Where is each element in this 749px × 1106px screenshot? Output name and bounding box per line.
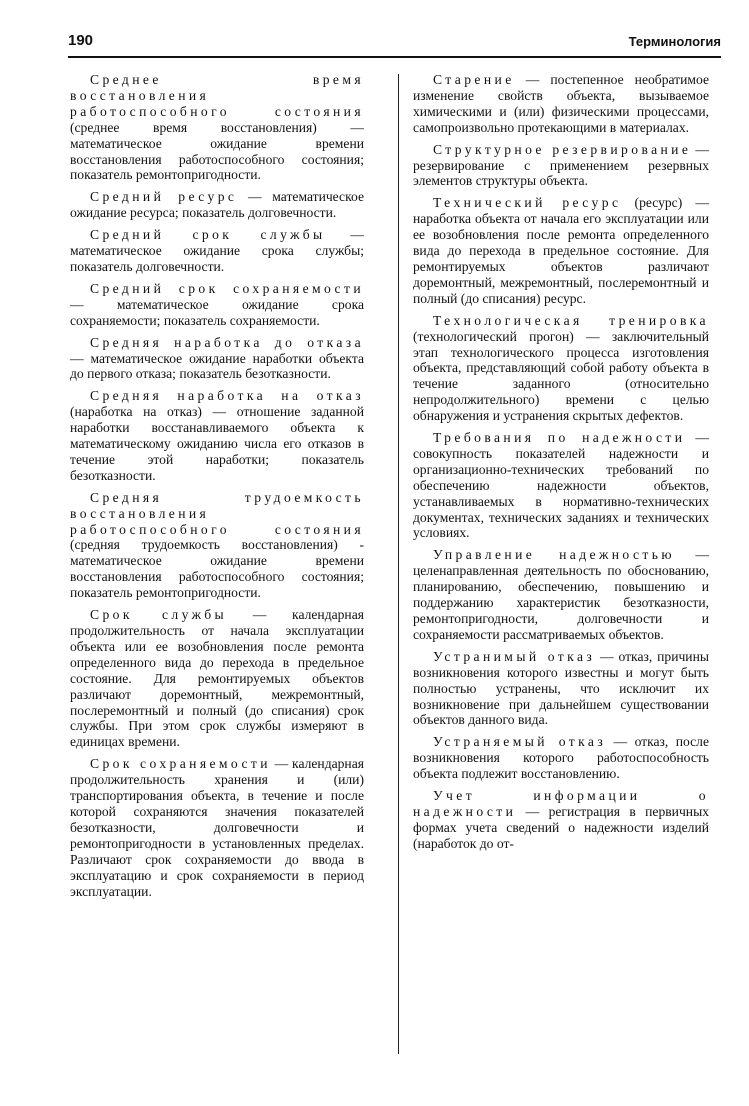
glossary-entry	[413, 547, 709, 642]
glossary-entry	[70, 335, 364, 383]
entry-definition: — отказ, причины возникновения которого известны и могут быть полностью устранены, что исключит их возникновение при дальнейшем существовании объектов данного вида.	[413, 648, 709, 728]
entry-term: Срок службы	[90, 607, 228, 623]
glossary-entry	[413, 195, 709, 306]
column-divider	[398, 74, 399, 1054]
page-number: 190	[68, 32, 94, 49]
entry-definition: — календарная продолжительность от начала эксплуатации объекта или ее возобновления после ремонта определенного вида до перехода в предельное состояние. Для ремонтируемых объектов различают доремонтный, межремонтный, послеремонтный и полный (до списания) срок службы. При этом срок службы измеряют в единицах времени.	[70, 607, 364, 750]
glossary-entry	[413, 313, 709, 424]
entry-definition: (наработка на отказ) — отношение заданной наработки восстанавливаемого объекта к математическому ожиданию числа его отказов в течение этой наработки; показатель безотказности.	[70, 404, 364, 483]
glossary-entry	[70, 72, 364, 183]
entry-definition: — математическое ожидание срока службы; показатель долговечности.	[70, 227, 364, 274]
glossary-entry	[70, 227, 364, 275]
section-title: Терминология	[628, 34, 721, 49]
glossary-entry	[70, 281, 364, 329]
glossary-entry	[413, 788, 709, 852]
glossary-entry	[413, 430, 709, 541]
entry-term: Учет информации о надежности	[413, 788, 709, 819]
entry-definition: — отказ, после возникновения которого работоспособность объекта подлежит восстановлению.	[413, 734, 710, 782]
entry-term: Старение	[433, 72, 515, 87]
entry-definition: — математическое ожидание ресурса; показатель долговечности.	[70, 189, 365, 221]
entry-definition: — резервирование с применением резервных элементов структуры объекта.	[413, 141, 709, 189]
glossary-entry	[413, 142, 709, 190]
entry-term: Структурное резервирование	[433, 141, 692, 157]
glossary-entry	[413, 72, 709, 136]
entry-definition: — регистрация в первичных формах учета сведений о надежности изделий (наработок до от-	[413, 803, 709, 851]
left-column	[70, 72, 364, 905]
entry-term: Срок сохраняемости	[90, 756, 271, 772]
entry-term: Средний срок службы	[90, 227, 326, 243]
entry-term: Средний срок сохраняемости	[90, 280, 364, 296]
entry-term: Средний ресурс	[90, 189, 238, 205]
entry-definition: — постепенное необратимое изменение свойств объекта, вызываемое химическими и (или) физическими процессами, самопроизвольно протекающими в материалах.	[413, 72, 709, 135]
entry-term: Технологическая тренировка	[433, 312, 709, 328]
entry-definition: (средняя трудоемкость восстановления) - математическое ожидание времени восстановления работоспособного состояния; показатель ремонтопригодности.	[70, 537, 364, 601]
entry-term: Требования по надежности	[433, 430, 686, 446]
glossary-entry	[70, 189, 364, 221]
glossary-entry	[413, 734, 709, 782]
entry-definition: (ресурс) — наработка объекта от начала его эксплуатации или ее возобновления после ремонта определенного вида до перехода в предельное состояние. Для ремонтируемых объектов различают доремонтный, межремонтный, послеремонтный и полный (до списания) ресурс.	[413, 195, 709, 306]
right-column	[413, 72, 709, 858]
glossary-entry	[70, 490, 364, 601]
entry-term: Управление надежностью	[433, 547, 675, 563]
entry-term: Средняя наработка до отказа	[90, 334, 364, 350]
entry-term: Технический ресурс	[433, 195, 622, 211]
entry-definition: — математическое ожидание наработки объекта до первого отказа; показатель безотказности.	[70, 350, 364, 382]
entry-term: Средняя наработка на отказ	[90, 388, 364, 404]
entry-definition: — совокупность показателей надежности и организационно-технических требований по обеспечению надежности объектов, устанавливаемых в нормативно-технических документах, технических заданиях и технических условиях.	[413, 430, 709, 541]
entry-term: Устраняемый отказ	[433, 734, 607, 750]
glossary-entry	[413, 649, 709, 729]
entry-term: Устранимый отказ	[433, 648, 596, 664]
glossary-entry	[70, 607, 364, 750]
entry-definition: — целенаправленная деятельность по обоснованию, планированию, обеспечению, повышению и поддержанию характеристик безотказности, ремонтопригодности, долговечности и сохраняемости рассматриваемых объектов.	[413, 547, 709, 642]
entry-definition: — календарная продолжительность хранения и (или) транспортирования объекта, в течение и после которой сохраняются значения показателей безотказности, долговечности и ремонтопригодности в установленных пределах. Различают срок сохраняемости до ввода в эксплуатацию и срок сохраняемости в период эксплуатации.	[70, 756, 364, 899]
entry-term: Средняя трудоемкость восстановления работоспособного состояния	[70, 489, 364, 537]
entry-definition: (технологический прогон) — заключительный этап технологического процесса изготовления объекта, представляющий собой работу объекта в течение заданного (относительно непродолжительного) времени с целью обнаружения и устранения скрытых дефектов.	[413, 328, 709, 424]
page-header	[68, 30, 721, 58]
entry-definition: (среднее время восстановления) — математическое ожидание времени восстановления работоспособного состояния; показатель ремонтопригодности.	[70, 119, 364, 183]
entry-definition: — математическое ожидание срока сохраняемости; показатель сохраняемости.	[70, 296, 364, 328]
glossary-entry	[70, 388, 364, 483]
glossary-entry	[70, 756, 364, 899]
entry-term: Среднее время восстановления работоспособного состояния	[70, 72, 364, 119]
